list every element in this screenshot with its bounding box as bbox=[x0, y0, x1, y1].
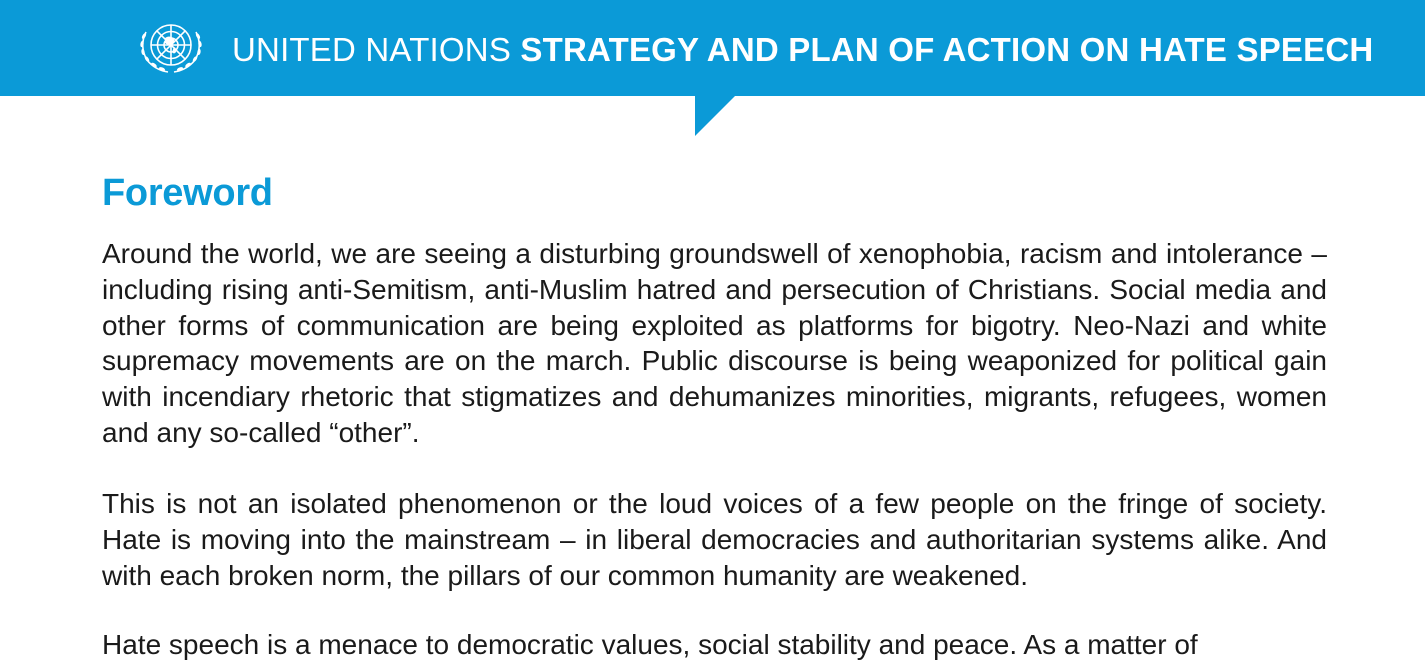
header-banner bbox=[0, 0, 1425, 96]
banner-title-main: STRATEGY AND PLAN OF ACTION ON HATE SPEECH bbox=[520, 31, 1374, 68]
banner-pointer bbox=[695, 95, 736, 136]
paragraph-1: Around the world, we are seeing a disturbing groundswell of xenophobia, racism and intolerance – including rising anti-Semitism, anti-Muslim hatred and persecution of Christians. Social media and other forms of communication are being exploited as platforms for bigotry. Neo-Nazi and white supremacy movements are on the march. Public discourse is being weaponized for political gain with incendiary rhetoric that stigmatizes and dehumanizes minorities, migrants, refugees, women and any so-called “other”. bbox=[102, 238, 1327, 448]
banner-title-prefix: UNITED NATIONS bbox=[232, 31, 521, 68]
section-heading: Foreword bbox=[102, 172, 273, 214]
un-emblem-icon bbox=[135, 16, 207, 78]
paragraph-2: This is not an isolated phenomenon or the loud voices of a few people on the fringe of society. Hate is moving into the mainstream – in liberal democracies and authoritarian systems alike. And with each broken norm, the pillars of our common humanity are weakened. bbox=[102, 488, 1327, 591]
paragraph-3: Hate speech is a menace to democratic values, social stability and peace. As a matter of bbox=[102, 629, 1198, 660]
banner-title bbox=[232, 30, 1373, 70]
